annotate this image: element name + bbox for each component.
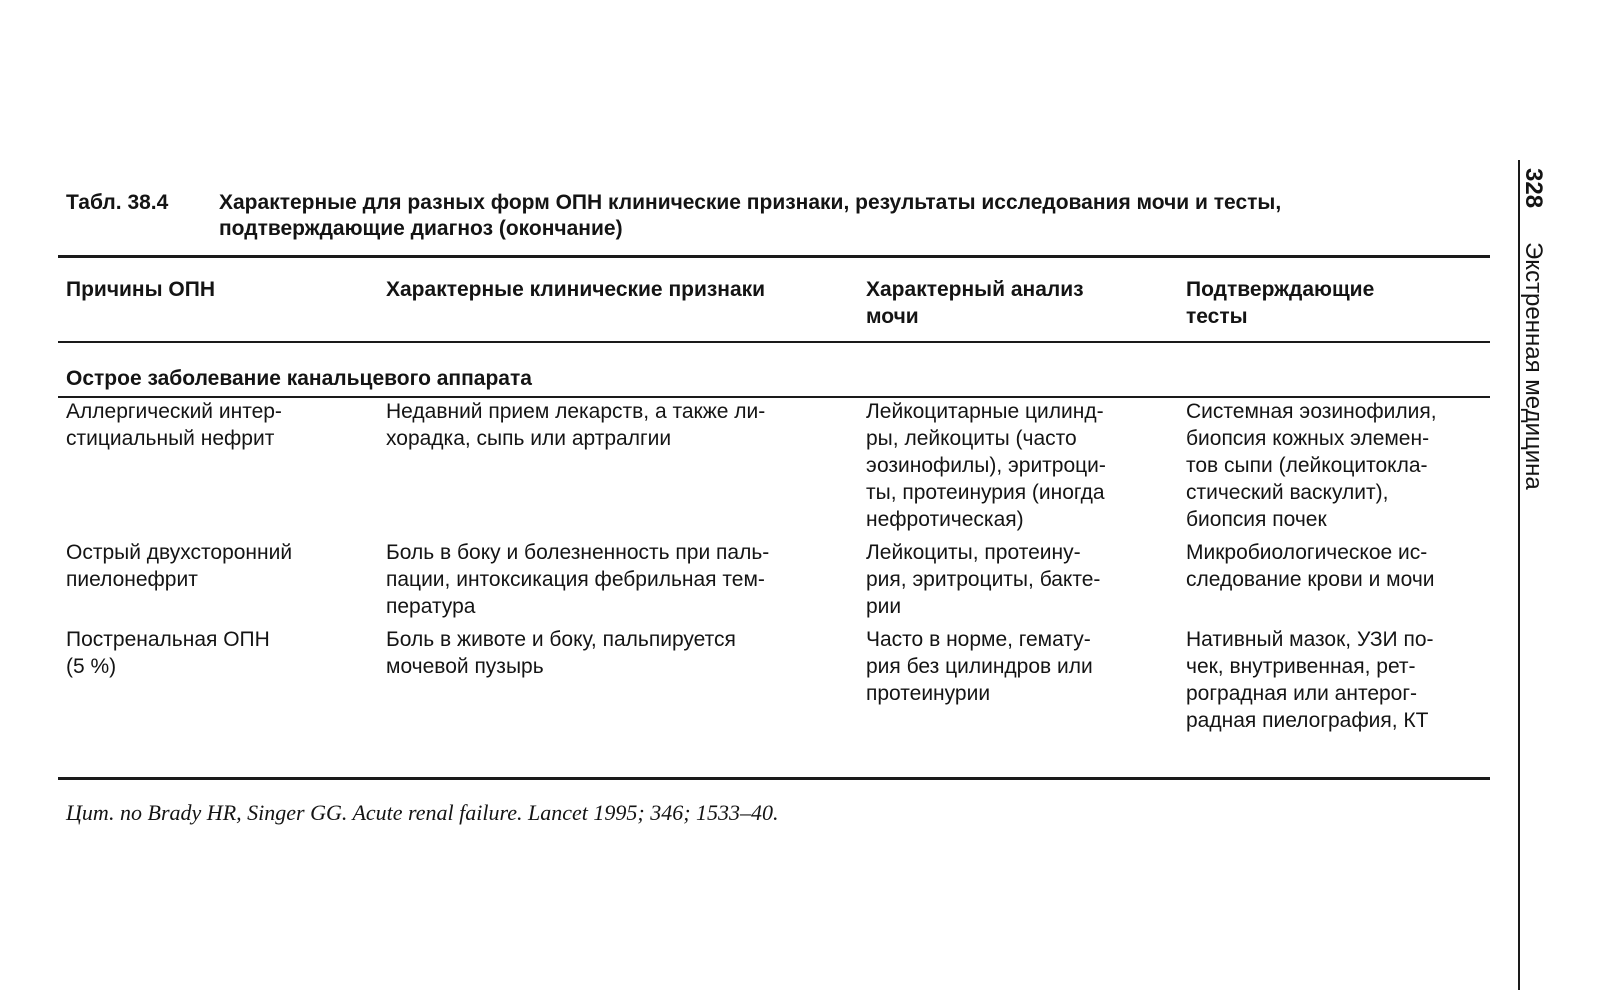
page-number: 328 [1520,168,1547,209]
row-2-cause: Острый двухсторонний пиелонефрит [66,541,293,591]
running-header [1518,168,1548,490]
row-3-urine: Часто в норме, гемату- рия без цилиндров или протеинурии [866,628,1093,705]
row-1-clinical: Недавний прием лекарств, а также ли- хорадка, сыпь или артралгии [386,400,766,450]
running-title: Экстренная медицина [1520,242,1547,490]
header-rule [58,341,1490,343]
row-1-cause: Аллергический интер- стициальный нефрит [66,400,282,450]
table-bottom-rule [58,777,1490,780]
table-number: Табл. 38.4 [66,191,169,214]
row-1-tests: Системная эозинофилия, биопсия кожных элемен- тов сыпи (лейкоцитокла- стический васкулит), биопсия почек [1186,400,1437,531]
column-header-clinical: Характерные клинические признаки [386,278,766,301]
row-3-cause: Постренальная ОПН (5 %) [66,628,270,678]
row-3-tests: Нативный мазок, УЗИ по- чек, внутривенная, рет- роградная или антерог- радная пиелография, КТ [1186,628,1434,732]
table-title: Характерные для разных форм ОПН клинические признаки, результаты исследования мочи и тесты, подтверждающие диагноз (окончание) [219,191,1282,240]
column-header-tests: Подтверждающие тесты [1186,278,1375,328]
row-3-clinical: Боль в животе и боку, пальпируется мочевой пузырь [386,628,736,678]
section-title: Острое заболевание канальцевого аппарата [66,367,532,390]
column-header-causes: Причины ОПН [66,278,215,301]
column-header-urine: Характерный анализ мочи [866,278,1084,328]
table-top-rule [58,255,1490,258]
source-citation: Цит. по Brady HR, Singer GG. Acute renal failure. Lancet 1995; 346; 1533–40. [66,800,779,825]
row-1-urine: Лейкоцитарные цилинд- ры, лейкоциты (часто эозинофилы), эритроци- ты, протеинурия (иногда нефротическая) [866,400,1106,531]
row-2-urine: Лейкоциты, протеину- рия, эритроциты, бакте- рии [866,541,1101,618]
row-2-clinical: Боль в боку и болезненность при паль- пации, интоксикация фебрильная тем- пература [386,541,770,618]
row-2-tests: Микробиологическое ис- следование крови и мочи [1186,541,1435,591]
